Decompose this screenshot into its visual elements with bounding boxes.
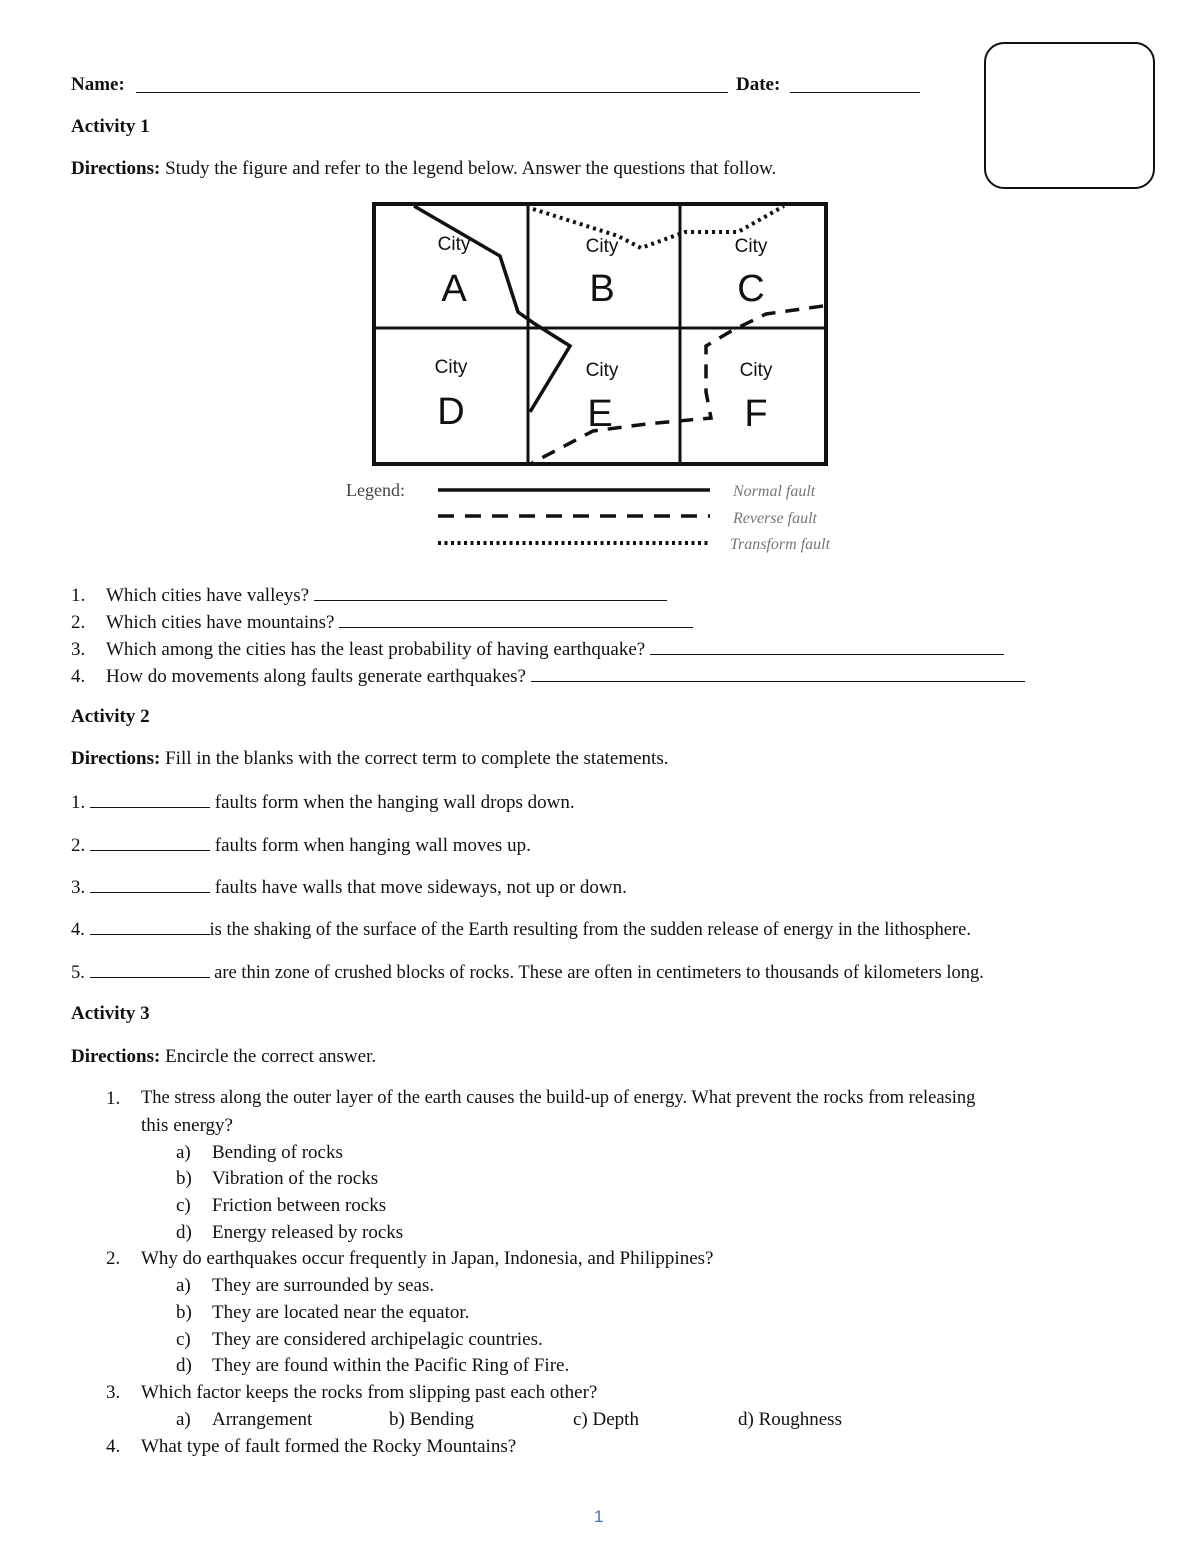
choice-text[interactable]: b) Bending bbox=[389, 1409, 474, 1430]
choice-text[interactable]: Friction between rocks bbox=[212, 1195, 387, 1216]
question-text: Which factor keeps the rocks from slipping past each other? bbox=[141, 1382, 598, 1403]
city-word: City bbox=[585, 360, 619, 381]
city-letter-d: D bbox=[437, 391, 465, 433]
legend-title: Legend: bbox=[346, 480, 405, 500]
answer-blank[interactable] bbox=[339, 611, 693, 628]
activity2-directions: Directions: Fill in the blanks with the correct term to complete the statements. bbox=[71, 748, 669, 769]
fill-blank[interactable] bbox=[90, 918, 210, 935]
activity1-question: 4. How do movements along faults generate earthquakes? bbox=[71, 665, 1025, 686]
choice-text[interactable]: Arrangement bbox=[212, 1409, 313, 1430]
city-letter-f: F bbox=[744, 393, 768, 435]
choice-text[interactable]: Energy released by rocks bbox=[212, 1222, 404, 1243]
legend-reverse-label: Reverse fault bbox=[733, 510, 817, 527]
legend-transform-label: Transform fault bbox=[730, 536, 831, 553]
activity3-directions: Directions: Encircle the correct answer. bbox=[71, 1046, 377, 1067]
choice-text[interactable]: Bending of rocks bbox=[212, 1142, 343, 1163]
choice-letter[interactable]: a) bbox=[176, 1142, 191, 1163]
fill-blank[interactable] bbox=[90, 961, 210, 978]
city-word: City bbox=[585, 236, 619, 257]
page-number: 1 bbox=[594, 1507, 604, 1526]
choice-letter[interactable]: c) bbox=[176, 1195, 191, 1216]
reverse-fault-line bbox=[532, 306, 823, 463]
name-label: Name: bbox=[71, 74, 125, 95]
choice-letter[interactable]: a) bbox=[176, 1275, 191, 1296]
city-word: City bbox=[434, 357, 468, 378]
question-text: What type of fault formed the Rocky Mountains? bbox=[141, 1436, 517, 1457]
answer-blank[interactable] bbox=[531, 665, 1025, 682]
activity2-title: Activity 2 bbox=[71, 706, 150, 727]
activity1-question: 1. Which cities have valleys? bbox=[71, 584, 667, 605]
fill-blank[interactable] bbox=[90, 791, 210, 808]
activity2-item: 1. faults form when the hanging wall drops down. bbox=[71, 792, 575, 813]
choice-text[interactable]: They are located near the equator. bbox=[212, 1302, 470, 1323]
activity3-title: Activity 3 bbox=[71, 1003, 150, 1024]
choice-letter[interactable]: b) bbox=[176, 1302, 192, 1323]
question-number: 1. bbox=[106, 1088, 121, 1109]
choice-text[interactable]: They are considered archipelagic countries. bbox=[212, 1329, 543, 1350]
city-word: City bbox=[734, 236, 768, 257]
fill-blank[interactable] bbox=[90, 834, 210, 851]
choice-text[interactable]: They are surrounded by seas. bbox=[212, 1275, 435, 1296]
activity2-item: 3. faults have walls that move sideways, not up or down. bbox=[71, 877, 627, 898]
activity1-title: Activity 1 bbox=[71, 116, 150, 137]
choice-letter[interactable]: a) bbox=[176, 1409, 191, 1430]
choice-letter[interactable]: d) bbox=[176, 1222, 192, 1243]
choice-text[interactable]: c) Depth bbox=[573, 1409, 639, 1430]
date-label: Date: bbox=[736, 74, 781, 95]
city-letter-b: B bbox=[589, 268, 615, 310]
activity2-item: 5. are thin zone of crushed blocks of rocks. These are often in centimeters to thousands of kilometers long. bbox=[71, 963, 984, 983]
city-word: City bbox=[739, 360, 773, 381]
question-text: this energy? bbox=[141, 1115, 233, 1136]
directions-label: Directions: bbox=[71, 158, 161, 179]
choice-text[interactable]: d) Roughness bbox=[738, 1409, 842, 1430]
choice-letter[interactable]: c) bbox=[176, 1329, 191, 1350]
activity1-question: 3. Which among the cities has the least probability of having earthquake? bbox=[71, 638, 1004, 659]
choice-letter[interactable]: d) bbox=[176, 1355, 192, 1376]
answer-blank[interactable] bbox=[314, 584, 667, 601]
choice-text[interactable]: Vibration of the rocks bbox=[212, 1168, 379, 1189]
legend-normal-label: Normal fault bbox=[733, 483, 816, 500]
question-number: 4. bbox=[106, 1436, 121, 1457]
choice-letter[interactable]: b) bbox=[176, 1168, 192, 1189]
question-number: 2. bbox=[106, 1248, 121, 1269]
choice-text[interactable]: They are found within the Pacific Ring of Fire. bbox=[212, 1355, 570, 1376]
fill-blank[interactable] bbox=[90, 876, 210, 893]
directions-text: Study the figure and refer to the legend below. Answer the questions that follow. bbox=[165, 158, 777, 179]
activity2-item: 2. faults form when hanging wall moves up. bbox=[71, 835, 531, 856]
fault-map-figure bbox=[0, 0, 1200, 570]
city-letter-e: E bbox=[587, 393, 613, 435]
city-letter-c: C bbox=[737, 268, 765, 310]
activity1-question: 2. Which cities have mountains? bbox=[71, 611, 693, 632]
question-text: Why do earthquakes occur frequently in Japan, Indonesia, and Philippines? bbox=[141, 1248, 714, 1269]
question-number: 3. bbox=[106, 1382, 121, 1403]
question-text: The stress along the outer layer of the earth causes the build-up of energy. What prevent the rocks from releasing bbox=[141, 1088, 976, 1108]
activity2-item: 4. is the shaking of the surface of the Earth resulting from the sudden release of energy in the lithosphere. bbox=[71, 920, 972, 940]
answer-blank[interactable] bbox=[650, 638, 1004, 655]
city-word: City bbox=[437, 234, 471, 255]
city-letter-a: A bbox=[441, 268, 467, 310]
